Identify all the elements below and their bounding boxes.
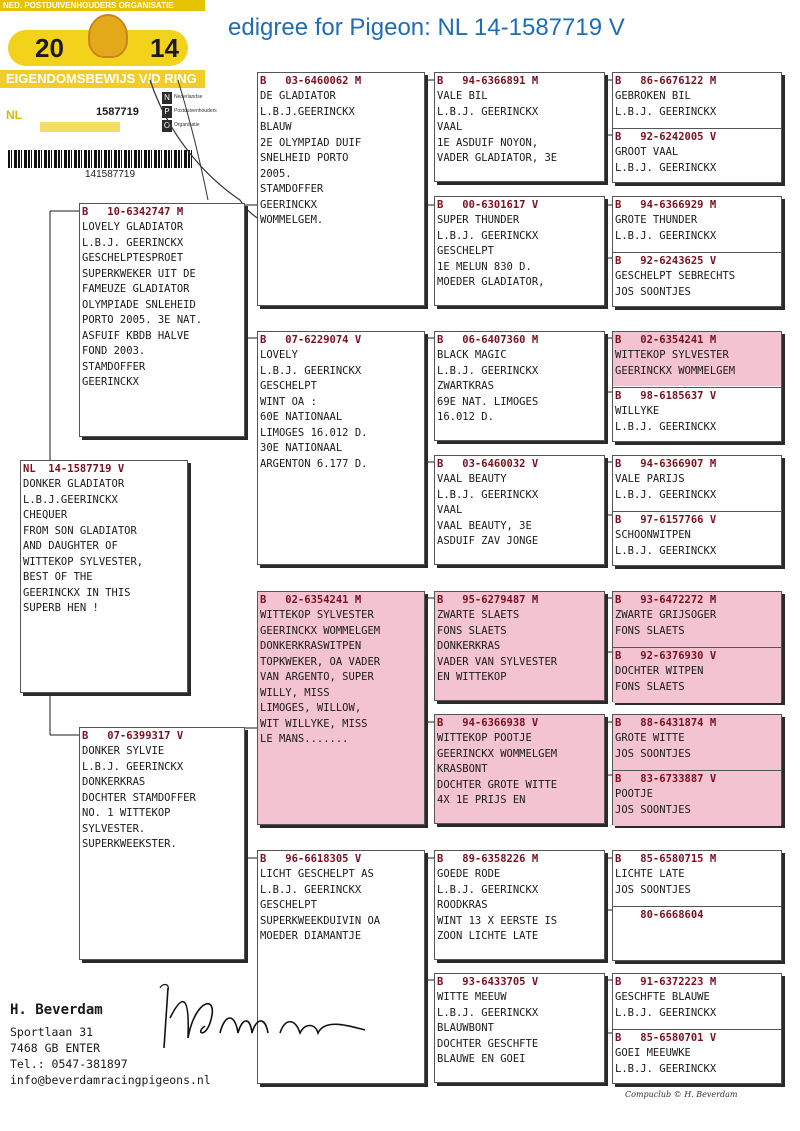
pedigree-box-g6 — [613, 387, 781, 443]
note-line: 16.012 D. — [437, 411, 494, 423]
ring-number-header: B 95-6279487 M — [437, 594, 539, 606]
breeder-line: L.B.J. GEERINCKX — [615, 229, 717, 242]
pigeon-name: WITTEKOP POOTJE — [437, 732, 532, 744]
breeder-line: L.B.J. GEERINCKX — [615, 488, 717, 501]
pedigree-pair-7 — [612, 850, 782, 961]
note-line: AND DAUGHTER OF — [23, 540, 118, 552]
ring-number-header: B 89-6358226 M — [437, 853, 539, 865]
breeder-line: JOS SOONTJES — [615, 803, 691, 816]
color-line: ZWARTKRAS — [437, 380, 494, 392]
note-line: MOEDER GLADIATOR, — [437, 276, 545, 288]
breeder-line: L.B.J.GEERINCKX — [260, 105, 355, 118]
breeder-line: L.B.J. GEERINCKX — [437, 229, 539, 242]
pigeon-name: GOEDE RODE — [437, 868, 501, 880]
ring-number-header: B 94-6366907 M — [615, 458, 717, 470]
breeder-street: Sportlaan 31 — [10, 1025, 94, 1039]
note-line: ZOON LICHTE LATE — [437, 930, 539, 942]
pedigree-box-g10 — [613, 647, 781, 703]
pigeon-name: DE GLADIATOR — [260, 90, 336, 102]
color-line: DONKERKRAS — [437, 640, 501, 652]
pedigree-box-sds — [434, 331, 605, 441]
note-line: EN WITTEKOP — [437, 671, 507, 683]
pigeon-name: LICHT GESCHELPT AS — [260, 868, 374, 880]
color-line: DONKERKRAS — [82, 776, 146, 788]
ring-number-header: B 02-6354241 M — [615, 334, 717, 346]
pigeon-name: GESCHFTE BLAUWE — [615, 991, 710, 1003]
note-line: PORTO 2005. 3E NAT. — [82, 314, 203, 326]
pedigree-box-subject — [20, 460, 188, 693]
note-line: SUPERKWEEKDUIVIN OA — [260, 914, 381, 927]
pigeon-name: SCHOONWITPEN — [615, 529, 691, 541]
ring-number-header: B 88-6431874 M — [615, 717, 717, 729]
pedigree-box-sire — [79, 203, 245, 437]
note-line: GEERINCKX IN THIS — [23, 586, 131, 599]
pigeon-name: GROOT VAAL — [615, 146, 679, 158]
pedigree-pair-2 — [612, 196, 782, 307]
note-line: WITTEKOP SYLVESTER, — [23, 555, 144, 568]
pigeon-name: GROTE WITTE — [615, 732, 685, 744]
note-line: SUPERB HEN ! — [23, 602, 99, 614]
pedigree-pair-8 — [612, 973, 782, 1084]
note-line: STAMDOFFER — [260, 183, 324, 195]
pigeon-name: GROTE THUNDER — [615, 214, 698, 226]
note-line: SNELHEID PORTO — [260, 152, 349, 164]
pedigree-box-g7 — [613, 456, 781, 510]
note-line: TOPKWEKER, OA VADER — [260, 655, 381, 668]
breeder-line: L.B.J. GEERINCKX — [260, 364, 362, 377]
ring-number-header: B 98-6185637 V — [615, 390, 717, 402]
ring-org-label: NED. POSTDUIVENHOUDERS ORGANISATIE — [0, 0, 205, 11]
ring-number-header: B 93-6472272 M — [615, 594, 717, 606]
note-line: MOEDER DIAMANTJE — [260, 930, 362, 942]
footer-credit: Compuclub © H. Beverdam — [625, 1090, 738, 1099]
pigeon-name: LICHTE LATE — [615, 868, 685, 880]
ring-number-header: B 93-6433705 V — [437, 976, 539, 988]
ring-number-header: B 03-6460032 V — [437, 458, 539, 470]
ring-year-left: 20 — [35, 33, 64, 63]
pigeon-name: DOCHTER WITPEN — [615, 665, 704, 677]
note-line: WOMMELGEM. — [260, 214, 324, 226]
ring-number-header: B 92-6242005 V — [615, 131, 717, 143]
note-line: DOCHTER GROTE WITTE — [437, 778, 558, 791]
note-line: 1E ASDUIF NOYON, — [437, 136, 539, 149]
breeder-line: JOS SOONTJES — [615, 747, 691, 760]
pigeon-name: SUPER THUNDER — [437, 214, 520, 226]
note-line: ARGENTON 6.177 D. — [260, 457, 368, 470]
ring-number-header: B 96-6618305 V — [260, 853, 362, 865]
note-line: 60E NATIONAAL — [260, 411, 343, 423]
pigeon-name: WITTEKOP SYLVESTER — [615, 349, 729, 361]
pedigree-box-ddd — [434, 973, 605, 1083]
pigeon-name: GOEI MEEUWKE — [615, 1047, 691, 1059]
pedigree-pair-3 — [612, 331, 782, 442]
color-line: KRASBONT — [437, 763, 488, 775]
pedigree-pair-6 — [612, 714, 782, 825]
breeder-line: L.B.J. GEERINCKX — [615, 420, 717, 433]
pigeon-name: ZWARTE SLAETS — [437, 609, 520, 621]
breeder-line: FONS SLAETS — [615, 624, 685, 637]
breeder-line: JOS SOONTJES — [615, 883, 691, 896]
note-line: 2005. — [260, 167, 292, 180]
note-line: FROM SON GLADIATOR — [23, 524, 137, 537]
color-line: CHEQUER — [23, 509, 68, 521]
pigeon-name: WITTE MEEUW — [437, 991, 507, 1003]
pedigree-box-sire-sire — [257, 72, 425, 306]
breeder-line: JOS SOONTJES — [615, 285, 691, 298]
note-line: ASFUIF KBDB HALVE — [82, 329, 190, 342]
breeder-line: L.B.J. GEERINCKX — [615, 544, 717, 557]
note-line: VADER VAN SYLVESTER — [437, 655, 558, 668]
breeder-line: FONS SLAETS — [437, 624, 507, 637]
ring-number-header: B 07-6229074 V — [260, 334, 362, 346]
ring-number-header: B 07-6399317 V — [82, 730, 184, 742]
ring-number-header: B 85-6580701 V — [615, 1032, 717, 1044]
note-line: SUPERKWEKER UIT DE — [82, 267, 196, 280]
ring-number-header: B 97-6157766 V — [615, 514, 717, 526]
breeder-city: 7468 GB ENTER — [10, 1041, 101, 1055]
ring-band-label: EIGENDOMSBEWIJS V/D RING — [0, 70, 205, 88]
breeder-info — [10, 1002, 211, 1088]
note-line: VAN ARGENTO, SUPER — [260, 671, 374, 683]
pedigree-box-g9 — [613, 592, 781, 646]
breeder-email[interactable]: info@beverdamracingpigeons.nl — [10, 1073, 211, 1087]
breeder-line: FONS SLAETS — [615, 680, 685, 693]
note-line: DOCHTER STAMDOFFER — [82, 791, 196, 804]
breeder-line: L.B.J.GEERINCKX — [23, 493, 118, 506]
ring-number-header: B 00-6301617 V — [437, 199, 539, 211]
note-line: 30E NATIONAAL — [260, 442, 343, 454]
note-line: WINT 13 X EERSTE IS — [437, 914, 558, 927]
pigeon-name: WILLYKE — [615, 405, 660, 417]
npo-text: Nederlandse — [174, 94, 203, 100]
ring-number-header: B 94-6366891 M — [437, 75, 539, 87]
breeder-line: L.B.J. GEERINCKX — [82, 760, 184, 773]
breeder-phone: Tel.: 0547-381897 — [10, 1057, 128, 1071]
pigeon-name: LOVELY GLADIATOR — [82, 221, 184, 233]
breeder-line: L.B.J. GEERINCKX — [437, 488, 539, 501]
note-line: FOND 2003. — [82, 345, 146, 357]
pedigree-box-g8 — [613, 511, 781, 567]
pedigree-box-dds — [434, 850, 605, 960]
breeder-line: L.B.J. GEERINCKX — [615, 105, 717, 118]
ring-number-header: 80-6668604 — [615, 909, 704, 921]
pigeon-name: VALE PARIJS — [615, 473, 685, 485]
note-line: WIT WILLYKE, MISS — [260, 717, 368, 730]
pedigree-box-g14 — [613, 906, 781, 962]
pigeon-name: POOTJE — [615, 788, 653, 800]
pigeon-name: ZWARTE GRIJSOGER — [615, 609, 717, 621]
color-line: GESCHELPT — [437, 245, 494, 257]
breeder-line: GEERINCKX WOMMELGEM — [260, 624, 381, 637]
pedigree-box-sire-dam — [257, 331, 425, 565]
note-line: 1E MELUN 830 D. — [437, 260, 532, 273]
note-line: GEERINCKX — [82, 376, 139, 388]
pedigree-box-g12 — [613, 770, 781, 826]
pedigree-box-g5 — [613, 332, 781, 386]
pigeon-name: WITTEKOP SYLVESTER — [260, 609, 374, 621]
pigeon-name: BLACK MAGIC — [437, 349, 507, 361]
pedigree-box-dam-sire — [257, 591, 425, 825]
pedigree-box-g1 — [613, 73, 781, 127]
npo-letter: P — [162, 106, 172, 118]
breeder-line: L.B.J. GEERINCKX — [437, 1006, 539, 1019]
breeder-line: L.B.J. GEERINCKX — [82, 236, 184, 249]
note-line: VAAL BEAUTY, 3E — [437, 519, 532, 532]
npo-text: Organisatie — [174, 122, 200, 128]
npo-letter: N — [162, 92, 172, 104]
color-line: BLAUW — [260, 121, 292, 133]
ring-number-header: B 94-6366929 M — [615, 199, 717, 211]
color-line: DONKERKRASWITPEN — [260, 640, 362, 652]
pedigree-box-g3 — [613, 197, 781, 251]
ring-year-right: 14 — [150, 33, 179, 63]
pedigree-pair-5 — [612, 591, 782, 702]
color-line: BLAUWBONT — [437, 1022, 494, 1034]
note-line: FAMEUZE GLADIATOR — [82, 283, 190, 295]
ring-number-header: B 83-6733887 V — [615, 773, 717, 785]
pigeon-name: GESCHELPT SEBRECHTS — [615, 270, 736, 282]
note-line: WINT OA : — [260, 395, 317, 408]
ring-number-header: B 10-6342747 M — [82, 206, 184, 218]
color-line: GESCHELPT — [260, 380, 317, 392]
note-line: BEST OF THE — [23, 571, 93, 583]
note-line: SUPERKWEEKSTER. — [82, 838, 177, 850]
ring-number-header: B 92-6376930 V — [615, 650, 717, 662]
color-line: VAAL — [437, 504, 463, 516]
breeder-line: L.B.J. GEERINCKX — [437, 364, 539, 377]
pedigree-pair-1 — [612, 72, 782, 183]
pedigree-box-dam — [79, 727, 245, 960]
page-title: edigree for Pigeon: NL 14-1587719 V — [228, 14, 625, 41]
note-line: 69E NAT. LIMOGES — [437, 395, 539, 408]
npo-text: Postduivenhouders — [174, 108, 217, 114]
pigeon-name: VAAL BEAUTY — [437, 473, 507, 485]
pedigree-box-g13 — [613, 851, 781, 905]
pigeon-name: LOVELY — [260, 349, 298, 361]
note-line: 2E OLYMPIAD DUIF — [260, 136, 362, 149]
pedigree-box-sdd — [434, 455, 605, 565]
breeder-line: GEERINCKX WOMMELGEM — [615, 364, 736, 377]
pigeon-name: GEBROKEN BIL — [615, 90, 691, 102]
ring-number-header: B 03-6460062 M — [260, 75, 362, 87]
note-line: ASDUIF ZAV JONGE — [437, 535, 539, 547]
breeder-name: H. Beverdam — [10, 1002, 103, 1018]
breeder-line: GEERINCKX WOMMELGEM — [437, 747, 558, 760]
color-line: GESCHELPTESPROET — [82, 252, 184, 264]
pigeon-name: VALE BIL — [437, 90, 488, 102]
ring-number-header: B 06-6407360 M — [437, 334, 539, 346]
pedigree-box-dsd — [434, 714, 605, 824]
pedigree-box-g2 — [613, 128, 781, 184]
note-line: SYLVESTER. — [82, 822, 146, 835]
pedigree-box-g15 — [613, 974, 781, 1028]
color-line: GESCHELPT — [260, 899, 317, 911]
ring-number-header: B 85-6580715 M — [615, 853, 717, 865]
pedigree-box-g11 — [613, 715, 781, 769]
note-line: OLYMPIADE SNLEHEID — [82, 298, 196, 311]
barcode-number: 141587719 — [85, 169, 136, 180]
ring-country: NL — [6, 108, 22, 122]
note-line: STAMDOFFER — [82, 360, 146, 373]
pedigree-box-g16 — [613, 1029, 781, 1085]
note-line: BLAUWE EN GOEI — [437, 1053, 526, 1065]
pigeon-name: DONKER GLADIATOR — [23, 478, 125, 490]
ring-number-header: B 91-6372223 M — [615, 976, 717, 988]
breeder-line: L.B.J. GEERINCKX — [615, 1006, 717, 1019]
pedigree-box-sss — [434, 72, 605, 182]
pedigree-box-g4 — [613, 252, 781, 308]
note-line: WILLY, MISS — [260, 686, 330, 699]
note-line: LIMOGES 16.012 D. — [260, 426, 368, 439]
pedigree-pair-4 — [612, 455, 782, 566]
note-line: DOCHTER GESCHFTE — [437, 1037, 539, 1050]
breeder-line: L.B.J. GEERINCKX — [615, 161, 717, 174]
pedigree-box-dss — [434, 591, 605, 701]
color-line: ROODKRAS — [437, 899, 488, 911]
note-line: 4X 1E PRIJS EN — [437, 794, 526, 806]
npo-letter: O — [163, 121, 171, 130]
breeder-line: L.B.J. GEERINCKX — [615, 1062, 717, 1075]
ring-number-header: B 94-6366938 V — [437, 717, 539, 729]
note-line: GEERINCKX — [260, 198, 317, 211]
pigeon-name: DONKER SYLVIE — [82, 745, 165, 757]
ring-number-header: B 02-6354241 M — [260, 594, 362, 606]
note-line: VADER GLADIATOR, 3E — [437, 152, 558, 164]
ring-number-header: B 86-6676122 M — [615, 75, 717, 87]
ring-number-header: B 92-6243625 V — [615, 255, 717, 267]
ring-number: 1587719 — [96, 106, 139, 118]
note-line: LE MANS....... — [260, 733, 349, 745]
color-line: VAAL — [437, 121, 463, 133]
note-line: NO. 1 WITTEKOP — [82, 807, 171, 819]
note-line: LIMOGES, WILLOW, — [260, 702, 362, 714]
ring-number-header: NL 14-1587719 V — [23, 463, 125, 475]
breeder-line: L.B.J. GEERINCKX — [437, 883, 539, 896]
breeder-line: L.B.J. GEERINCKX — [437, 105, 539, 118]
breeder-line: L.B.J. GEERINCKX — [260, 883, 362, 896]
pedigree-box-ssd — [434, 196, 605, 306]
